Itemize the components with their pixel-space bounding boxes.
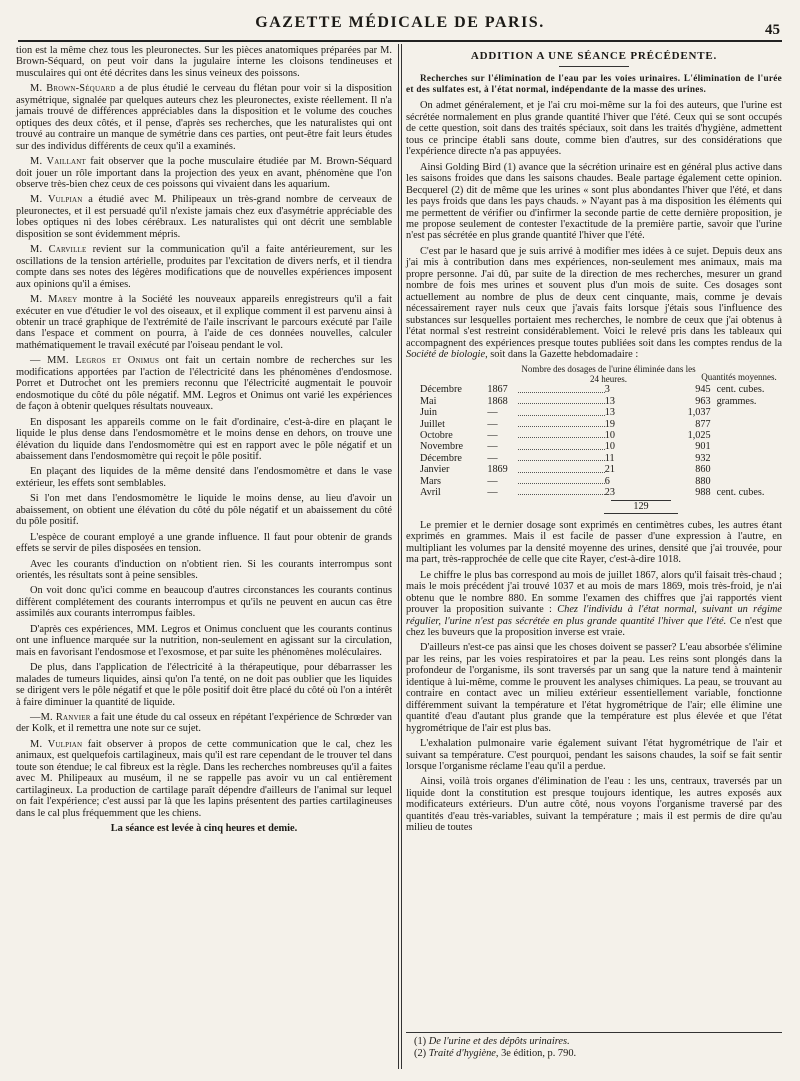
right-column: [406, 45, 782, 838]
speaker-name: M. Vulpian: [30, 738, 83, 750]
dotted-leader: [518, 464, 605, 472]
footnote-number: (2): [414, 1047, 427, 1059]
unit-cell: [711, 453, 782, 464]
paragraph: [16, 739, 392, 819]
unit-cell: cent. cubes.: [716, 384, 765, 396]
paragraph-text: revient sur la communication qu'il a faite antérieurement, sur les oscillations de la tension artérielle, produites par l'excitation de divers nerfs, et il tiendra compte dans ses notes des légères modifications que de nouvelles expériences imposent aux opinions qu'il a émises.: [16, 244, 392, 290]
paragraph: On admet généralement, et je l'ai cru moi-même sur la foi des auteurs, que l'urine est sécrétée normalement en plus grande quantité l'hiver que l'été. Ceux qui se sont occupés de cette question, soit dans des traités spéciaux, soit dans les traités d'hygiène, admettent tous ce principe établi sans doute, comme bien d'autres, sur des considérations que l'expérience directe n'a pas appuyées.: [406, 100, 782, 158]
research-title: Recherches sur l'élimination de l'eau par les voies urinaires. L'élimination de l'urée et des sulfates est, à l'état normal, indépendante de la masse des urines.: [406, 73, 782, 95]
dotted-leader: [518, 430, 605, 438]
paragraph: [406, 570, 782, 639]
paragraph: [16, 712, 392, 735]
page-number: 45: [765, 22, 780, 38]
speaker-name: M. Vulpian: [30, 194, 83, 206]
quantity-column-header: Quantités moyennes.: [701, 372, 777, 383]
month-cell: Mai: [420, 395, 437, 407]
footnote-text: , 3e édition, p. 790.: [495, 1047, 577, 1059]
dotted-leader: [518, 476, 605, 484]
count-cell: 3: [604, 384, 610, 396]
paragraph: [406, 246, 782, 361]
paragraph: En disposant les appareils comme on le fait d'ordinaire, c'est-à-dire en plaçant le liquide le plus dense dans l'endosmomètre et le moins dense en dehors, on trouve une élévation du liquide dans l'endosmomètre qui est en rapport avec le pôle négatif et un abaissement dans l'endosmomètre qui reçoit le pôle positif.: [16, 416, 392, 462]
paragraph: L'exhalation pulmonaire varie également suivant l'état hygrométrique de l'air et suivant sa température. C'est pourquoi, pendant les saisons chaudes, la soif se fait sentir lorsque l'organisme réclame l'eau qu'il a perdue.: [406, 738, 782, 772]
paragraph: tion est la même chez tous les pleuronectes. Sur les pièces anatomiques préparées par M. Brown-Séquard, on peut voir dans la jugulaire interne les cloisons tendineuses et musculaires qui ont été décrites dans les sinus veineux des poissons.: [16, 45, 392, 79]
paragraph: Si l'on met dans l'endosmomètre le liquide le moins dense, au lieu d'avoir un abaissement, on obtient une élévation du côté du pôle négatif et un abaissement du côté du pôle positif.: [16, 493, 392, 528]
month-cell: Juillet: [420, 418, 445, 430]
unit-cell: [711, 407, 782, 418]
table-row: [406, 430, 782, 441]
paragraph-text: a de plus étudié le cerveau du flétan pour voir si la disposition asymétrique, signalée par quelques auteurs chez les pleuronectes, existe réellement. Il n'a jamais trouvé de différences appréciables dans la disposition et le volume des couches optiques des deux côtés, et il pense, d'après ses recherches, que les naturalistes qui ont trouvé au contraire un manque de symétrie dans ces parties, ont peut-être fait leurs études sur des individus différents de ceux qu'il a examinés.: [16, 83, 392, 152]
paragraph-text: fait observer que la poche musculaire étudiée par M. Brown-Séquard doit jouer un rôle important dans la projection des yeux en avant, phénomène que l'on observe très-bien chez ceux de ces poissons qui vivaient dans les aquarium.: [16, 156, 393, 190]
count-column-header: Nombre des dosages de l'urine éliminée dans les 24 heures.: [521, 364, 696, 385]
year-cell: —: [487, 475, 498, 487]
paragraph: [16, 194, 392, 240]
paragraph-text: Ce n'est que chez les buveurs que la proposition inverse est vraie.: [406, 615, 782, 638]
table-header: [521, 364, 782, 384]
count-cell: 21: [604, 464, 615, 476]
unit-cell: cent. cubes.: [716, 487, 765, 499]
table-row: [406, 419, 782, 430]
paragraph-text: C'est par le hasard que je suis arrivé à modifier mes idées à ce sujet. Depuis deux ans j'ai mis à contribution dans mes expériences, non-seulement mes animaux, mais ma propre personne. J'ai dû, par suite de la direction de mes recherches, mesurer un grand nombre de fois mes urines et souvent plus d'un mois de suite. Ces dosages sont actuellement au nombre de plus de deux cent cinquante, mais, comme je devais nécessairement rayer nuls ceux que j'avais faits lorsque j'étais sous l'influence des substances sur lesquelles portaient mes recherches, le nombre de ceux que j'ai obtenus à l'état normal s'est restreint considérablement. Voici le relevé pris dans les tableaux qui accompagnent des expériences presque toutes publiées soit dans les comptes rendus de la: [406, 245, 782, 349]
quantity-cell: 877: [695, 418, 711, 430]
italic-text: Société de biologie: [406, 348, 486, 360]
year-cell: —: [487, 430, 498, 442]
count-cell: 23: [604, 487, 615, 499]
count-cell: 10: [604, 430, 615, 442]
left-column: [16, 45, 392, 839]
dotted-leader: [518, 419, 605, 427]
footnotes: [406, 1032, 782, 1059]
urine-dosage-table: [406, 364, 782, 513]
paragraph-text: fait observer à propos de cette communication que le cal, chez les animaux, est quelquefois cartilagineux, mais qu'il est rare cependant de le trouver tel dans toute son étendue; le cal fibreux est la règle. Dans les recherches nombreuses qu'il a faites avec M. Philipeaux au muséum, il ne se rappelle pas avoir vu un cal entièrement cartilagineux. La production de cartilage paraît dépendre d'ailleurs de l'animal sur lequel on fait l'expérience; c'est aussi par là que les lapins présentent des parties cartilagineuses dans le cal plus fréquemment que les chiens.: [16, 738, 392, 819]
header-rule: [18, 40, 782, 42]
year-cell: —: [487, 407, 498, 419]
speaker-name: M. Carville: [30, 244, 87, 256]
dotted-leader: [518, 487, 605, 495]
count-cell: 11: [604, 452, 615, 464]
paragraph: De plus, dans l'application de l'électricité à la thérapeutique, pour débarrasser les malades de tumeurs liquides, ainsi qu'on l'a tenté, on ne doit pas oublier que les liquides se dirigent vers le pôle négatif et que le pôle positif doit être placé du côté où l'on a intérêt à faire diminuer la quantité de liquide.: [16, 662, 392, 708]
paragraph: D'après ces expériences, MM. Legros et Onimus concluent que les courants continus ont une influence marquée sur la nutrition, non-seulement en agissant sur la circulation, mais en favorisant l'endosmose et l'exosmose, et par suite les phénomènes moléculaires.: [16, 623, 392, 658]
paragraph: [16, 156, 392, 190]
footnote: [406, 1036, 782, 1048]
speaker-name: — MM. Legros et Onimus: [30, 355, 160, 367]
count-cell: 10: [604, 441, 615, 453]
paragraph: En plaçant des liquides de la même densité dans l'endosmomètre et dans le vase extérieur, les effets sont semblables.: [16, 466, 392, 489]
column-divider: [398, 44, 399, 1069]
paragraph: L'espèce de courant employé a une grande influence. Il faut pour obtenir de grands effets se servir de piles disposées en tension.: [16, 531, 392, 555]
unit-cell: [711, 476, 782, 487]
table-total-rule: [604, 513, 678, 514]
page-header: [20, 14, 780, 40]
footnote: [406, 1048, 782, 1060]
month-cell: Janvier: [420, 464, 450, 476]
table-row: [406, 384, 782, 395]
month-cell: Novembre: [420, 441, 463, 453]
table-body: [406, 384, 782, 498]
paragraph-text: ont fait un certain nombre de recherches sur les modifications apportées par l'action de l'électricité dans les phénomènes d'endosmose. Porret et Dutrochet ont les premiers reconnu que l'électricité augmentait le pouvoir endosmotique du côté du pôle négatif. MM. Legros et Onimus ont varié les expériences de façon à obtenir quelques résultats nouveaux.: [16, 355, 392, 413]
speaker-name: M. Marey: [30, 294, 78, 306]
paragraph: Ainsi, voilà trois organes d'élimination de l'eau : les uns, centraux, traversés par un liquide dont la constitution est presque toujours identique, les autres exposés aux modificateurs extérieurs. D'un autre côté, nous voyons l'organisme traversé par des quantités d'eau très-variables, suivant la température ; mais il est permis de dire qu'au milieu de toutes: [406, 776, 782, 834]
month-cell: Décembre: [420, 452, 462, 464]
quantity-cell: 988: [695, 487, 711, 499]
paragraph: Avec les courants d'induction on n'obtient rien. Si les courants interrompus sont orientés, les résultats sont à peine sensibles.: [16, 558, 392, 582]
table-row: [406, 441, 782, 452]
paragraph-text: , soit dans la Gazette hebdomadaire :: [485, 348, 639, 360]
section-rule: [559, 66, 629, 67]
quantity-cell: 945: [695, 384, 711, 396]
dotted-leader: [518, 384, 605, 392]
year-cell: —: [487, 418, 498, 430]
table-row: [406, 476, 782, 487]
count-cell: 13: [604, 407, 615, 419]
year-cell: —: [487, 452, 498, 464]
unit-cell: [711, 464, 782, 475]
table-row: [406, 396, 782, 407]
count-cell: 6: [604, 475, 610, 487]
year-cell: 1869: [487, 464, 508, 476]
dotted-leader: [518, 396, 605, 404]
unit-cell: [711, 419, 782, 430]
paragraph-text: montre à la Société les nouveaux appareils enregistreurs qu'il a fait exécuter en vue d'étudier le vol des oiseaux, et il explique comment il est parvenu ainsi à obtenir un tracé graphique de l'extrémité de l'aile inscrivant le parcours exécuté par l'aile dans l'espace et comment on pourra, à l'aide de ces données nouvelles, calculer mathématiquement le travail exécuté par l'oiseau pendant le vol.: [16, 294, 392, 351]
speaker-name: M. Vaillant: [30, 156, 86, 168]
quantity-cell: 1,037: [687, 407, 711, 419]
speaker-name: M. Brown-Séquard: [30, 83, 116, 95]
quantity-cell: 880: [695, 475, 711, 487]
session-end-note: La séance est levée à cinq heures et demie.: [110, 823, 298, 835]
paragraph: On voit donc qu'ici comme en beaucoup d'autres circonstances les courants continus diffèrent complétement des courants interrompus et qu'ils ne peuvent en aucun cas être assimilés aux courants interrompus faibles.: [16, 585, 392, 620]
year-cell: —: [487, 487, 498, 499]
year-cell: —: [487, 441, 498, 453]
unit-cell: [711, 441, 782, 452]
quantity-cell: 901: [695, 441, 711, 453]
table-row: [406, 464, 782, 475]
paragraph: [16, 355, 392, 412]
footnote-text: Traité d'hygiène: [428, 1047, 496, 1059]
month-cell: Juin: [420, 407, 437, 419]
journal-title: GAZETTE MÉDICALE DE PARIS.: [255, 14, 545, 31]
table-row: [406, 453, 782, 464]
count-cell: 13: [604, 395, 615, 407]
dotted-leader: [518, 441, 605, 449]
column-divider: [401, 44, 402, 1069]
speaker-name: —M. Ranvier: [30, 712, 91, 724]
table-row: [406, 407, 782, 418]
table-row: [406, 487, 782, 498]
quantity-cell: 1,025: [687, 430, 711, 442]
month-cell: Mars: [420, 475, 441, 487]
paragraph: [16, 294, 392, 351]
footnote-number: (1): [414, 1036, 427, 1047]
footnote-text: De l'urine et des dépôts urinaires.: [428, 1036, 570, 1047]
dotted-leader: [518, 407, 605, 415]
dotted-leader: [518, 453, 605, 461]
section-title: ADDITION A UNE SÉANCE PRÉCÉDENTE.: [470, 50, 718, 62]
month-cell: Octobre: [420, 430, 453, 442]
paragraph-text: Le chiffre le plus bas correspond au mois de juillet 1867, alors qu'il faisait très-chaud ; mais le mois précédent j'ai trouvé 1037 et au mois de mars 1869, mois très-froid, je n'ai obtenu que le nombre 880. En somme l'examen des chiffres que j'ai rapportés vient prouver la proposition suivante :: [406, 569, 782, 616]
month-cell: Décembre: [420, 384, 462, 396]
year-cell: 1868: [487, 395, 508, 407]
paragraph: D'ailleurs n'est-ce pas ainsi que les choses doivent se passer? L'eau absorbée s'élimine par les reins, par les voies respiratoires et par la peau. Les reins sont plongés dans la profondeur de l'organisme, ils sont traversés par un sang que la nature tend à maintenir identique à lui-même, comme le prouvent les analyses chimiques. La peau, se trouvant au contraire en contact avec un milieu extérieur essentiellement variable, fonctionne différemment suivant la température et l'état hygrométrique de l'air; elle élimine une quantité d'eau d'autant plus grande que la température est plus élevée et que l'état hygrométrique de l'air est plus bas.: [406, 642, 782, 734]
paragraph: [16, 83, 392, 152]
year-cell: 1867: [487, 384, 508, 396]
table-total: 129: [611, 500, 671, 512]
quantity-cell: 860: [695, 464, 711, 476]
month-cell: Avril: [420, 487, 441, 499]
paragraph: Le premier et le dernier dosage sont exprimés en centimètres cubes, les autres étant exprimés en grammes. Mais il est facile de passer d'une expression à l'autre, en multipliant les volumes par la densité moyenne des urines, densité que j'ai trouvée, pour ma part, très-rapprochée de celle que cite Rayer, c'est-à-dire 1018.: [406, 519, 782, 566]
paragraph: [16, 244, 392, 290]
unit-cell: [711, 430, 782, 441]
unit-cell: grammes.: [716, 395, 757, 407]
paragraph: Ainsi Golding Bird (1) avance que la sécrétion urinaire est en général plus active dans les saisons froides que dans les saisons chaudes. Beale partage également cette opinion. Becquerel (2) dit de même que les urines « sont plus abondantes l'hiver que l'été, et dans les pays froids que dans les pays chauds. » N'ayant pas à ma disposition les éléments qui me permettent de vérifier ou d'infirmer la seconde partie de cette dernière proposition, je me propose seulement de contester l'exactitude de la première partie, savoir que l'urine n'est pas sécrétée en plus grande quantité l'hiver que l'été.: [406, 161, 782, 242]
paragraph-text: a étudié avec M. Philipeaux un très-grand nombre de cerveaux de pleuronectes, et il est persuadé qu'il n'existe jamais chez eux d'asymétrie appréciable des lobes optiques ni des lobes cérébraux. Les naturalistes qui ont décrit une semblable disposition se sont évidemment mépris.: [16, 194, 392, 240]
quantity-cell: 963: [695, 395, 711, 407]
quantity-cell: 932: [695, 452, 711, 464]
italic-text: Chez l'individu à l'état normal, suivant un régime régulier, l'urine n'est pas sécrétée en plus grande quantité l'hiver que l'été.: [406, 604, 783, 627]
paragraph-text: a fait une étude du cal osseux en répétant l'expérience de Schrœder van der Kolk, et il remettra une note sur ce sujet.: [16, 712, 392, 735]
count-cell: 19: [604, 418, 615, 430]
